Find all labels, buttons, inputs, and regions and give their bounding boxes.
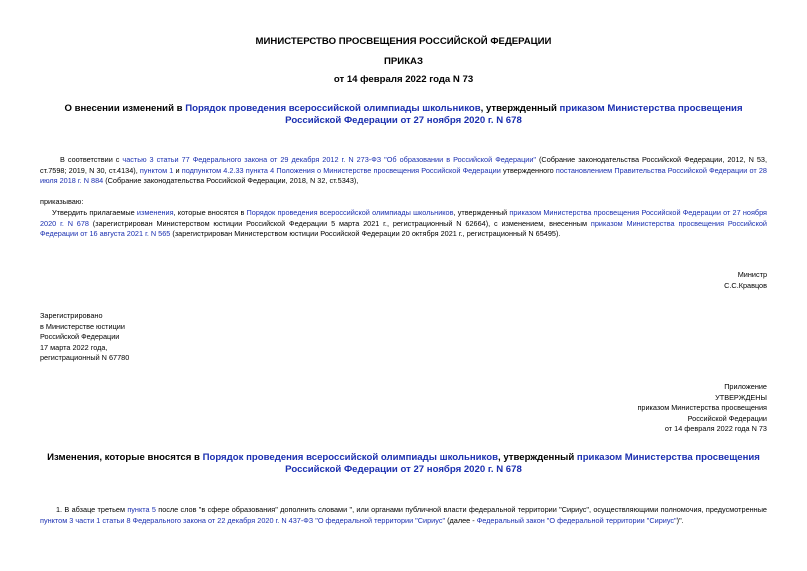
link-olympiad-procedure[interactable]: Порядок проведения всероссийской олимпиады школьников <box>202 452 498 463</box>
changes-title-text: , утвержденный <box>498 452 577 463</box>
preamble-paragraph <box>40 155 767 187</box>
appendix-line: от 14 февраля 2022 года N 73 <box>664 424 767 433</box>
link-point-5[interactable]: пункта 5 <box>127 505 156 514</box>
item-text: после слов "в сфере образования" дополнить словами ", или органами публичной власти федеральной территории "Сириус", осуществляющими полномочия, предусмотренные <box>155 505 767 514</box>
link-changes[interactable]: изменения <box>136 208 174 217</box>
title-text: , утвержденный <box>480 103 560 114</box>
preamble-text: В соответствии с <box>60 155 123 164</box>
registration-line: регистрационный N 67780 <box>40 353 130 362</box>
approve-text: Утвердить прилагаемые <box>52 208 137 217</box>
link-law-sirius[interactable]: Федеральный закон "О федеральной территории "Сириус" <box>476 515 677 525</box>
title-text: О внесении изменений в <box>64 103 186 114</box>
link-point-1[interactable]: пунктом 1 <box>139 165 174 175</box>
approve-paragraph <box>40 208 767 240</box>
item-text: 1. В абзаце третьем <box>56 505 128 514</box>
appendix-line: Российской Федерации <box>687 413 767 423</box>
approve-text: (зарегистрирован Министерством юстиции Российской Федерации 20 октября 2021 г., регистрационный N 65495). <box>170 229 561 238</box>
link-order-565[interactable]: приказом Министерства просвещения Российской Федерации от 16 августа 2021 г. N 565 <box>40 218 767 238</box>
doc-type: ПРИКАЗ <box>384 56 423 67</box>
doc-date: от 14 февраля 2022 года N 73 <box>333 74 474 85</box>
registration-line: Зарегистрировано <box>40 311 103 320</box>
link-order-678[interactable]: приказом Министерства просвещения Российской Федерации от 27 ноября 2020 г. N 678 <box>285 103 743 126</box>
preamble-text: и <box>173 165 182 175</box>
approve-text: , которые вносятся в <box>173 208 247 217</box>
link-subpoint-4-2-33[interactable]: подпунктом 4.2.33 пункта 4 Положения о Министерстве просвещения Российской Федерации <box>181 165 501 175</box>
approve-text: (зарегистрирован Министерством юстиции Российской Федерации 5 марта 2021 г., регистрационный N 62664), с изменением, внесенным <box>88 218 591 228</box>
changes-title-text: Изменения, которые вносятся в <box>47 452 203 463</box>
link-order-678[interactable]: приказом Министерства просвещения Российской Федерации от 27 ноября 2020 г. N 678 <box>40 208 768 228</box>
change-item-1 <box>40 505 767 526</box>
registration-line: Российской Федерации <box>40 332 120 341</box>
preamble-text: (Собрание законодательства Российской Федерации, 2018, N 32, ст.5343), <box>103 176 359 185</box>
link-order-678[interactable]: приказом Министерства просвещения Российской Федерации от 27 ноября 2020 г. N 678 <box>285 452 760 475</box>
order-word: приказываю: <box>40 197 84 206</box>
order-title <box>40 103 767 127</box>
link-law-273[interactable]: частью 3 статьи 77 Федерального закона от 29 декабря 2012 г. N 273-ФЗ "Об образовании в Российской Федерации" <box>122 155 536 164</box>
appendix-block <box>637 382 767 435</box>
link-law-437-point-3[interactable]: пунктом 3 части 1 статьи 8 Федерального закона от 22 декабря 2020 г. N 437-ФЗ "О федеральной территории "Сириус" <box>40 515 446 525</box>
link-olympiad-procedure[interactable]: Порядок проведения всероссийской олимпиады школьников <box>185 103 481 114</box>
preamble-text: (Собрание законодательства Российской Федерации, 2012, N 53, ст.7598; 2019, N 30, ст.4134), <box>40 155 768 175</box>
appendix-line: приказом Министерства просвещения <box>637 403 767 412</box>
item-text: )". <box>676 515 684 525</box>
signature-name: С.С.Кравцов <box>724 281 767 290</box>
changes-title <box>40 452 767 476</box>
link-olympiad-procedure[interactable]: Порядок проведения всероссийской олимпиады школьников <box>246 208 454 217</box>
ministry-name: МИНИСТЕРСТВО ПРОСВЕЩЕНИЯ РОССИЙСКОЙ ФЕДЕРАЦИИ <box>255 36 552 47</box>
preamble-text: утвержденного <box>500 165 556 175</box>
appendix-line: УТВЕРЖДЕНЫ <box>715 392 767 402</box>
link-government-resolution-884[interactable]: постановлением Правительства Российской Федерации от 28 июля 2018 г. N 884 <box>40 165 767 185</box>
approve-text: , утвержденный <box>453 208 510 217</box>
registration-block <box>40 311 129 364</box>
appendix-line: Приложение <box>724 382 767 391</box>
signature-role: Министр <box>737 270 767 279</box>
item-text: (далее - <box>445 515 477 525</box>
registration-line: в Министерстве юстиции <box>40 321 125 331</box>
registration-line: 17 марта 2022 года, <box>40 342 108 352</box>
